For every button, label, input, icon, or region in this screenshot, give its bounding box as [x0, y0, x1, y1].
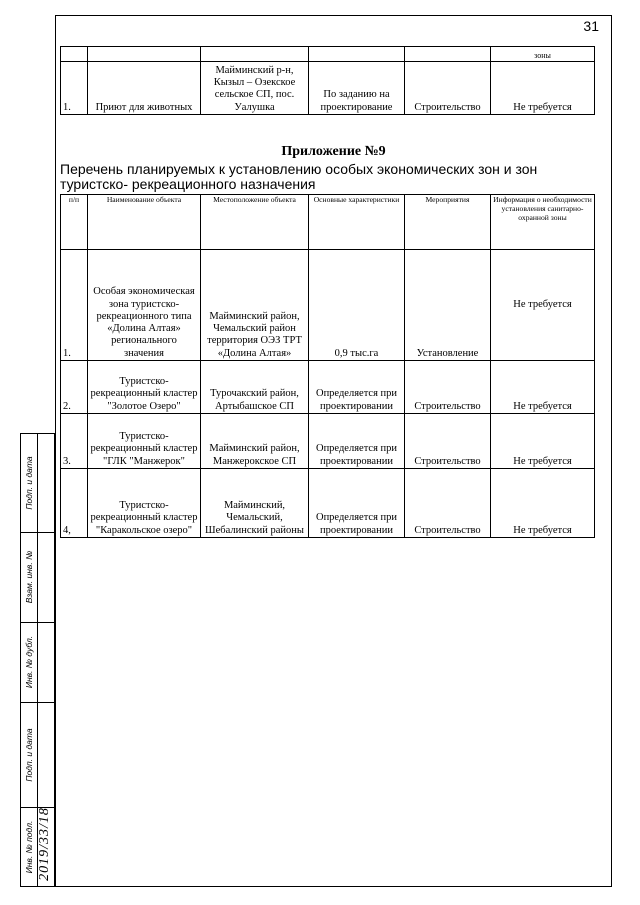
- object-location: Майминский, Чемальский, Шебалинский районы: [201, 469, 309, 538]
- row-num: 3.: [61, 414, 88, 469]
- object-activity: Строительство: [405, 361, 491, 414]
- object-characteristics: [309, 47, 405, 62]
- stamp-dup-inv-label: Инв. № дубл.: [24, 635, 34, 689]
- table-row: [61, 469, 595, 538]
- appendix-subtitle-line2: туристско- рекреационного назначения: [60, 176, 316, 192]
- object-name: Приют для животных: [88, 62, 201, 115]
- object-location: Майминский р-н, Кызыл – Озекское сельское СП, пос. Уалушка: [201, 62, 309, 115]
- table-header-row: [61, 195, 595, 250]
- appendix-subtitle: [60, 161, 538, 192]
- object-name: Туристско-рекреационный кластер "ГЛК "Манжерок": [88, 414, 201, 469]
- header-location: Местоположение объекта: [201, 195, 309, 250]
- object-name: Туристско-рекреационный кластер "Каракольское озеро": [88, 469, 201, 538]
- stamp-sign-date-label: Подп. и дата: [24, 728, 34, 782]
- object-info: зоны: [491, 47, 595, 62]
- object-info: Не требуется: [491, 361, 595, 414]
- table-row: [61, 62, 595, 115]
- object-activity: Строительство: [405, 469, 491, 538]
- object-activity: [405, 47, 491, 62]
- object-activity: Строительство: [405, 62, 491, 115]
- stamp-sign-date-label: Подп. и дата: [24, 456, 34, 510]
- object-name: Особая экономическая зона туристско-рекреационного типа «Долина Алтая» регионального значения: [88, 250, 201, 361]
- header-characteristics: Основные характеристики: [309, 195, 405, 250]
- header-activity: Мероприятия: [405, 195, 491, 250]
- object-location: [201, 47, 309, 62]
- stamp-orig-inv-label: Инв. № подл.: [24, 820, 34, 874]
- table-row: [61, 47, 595, 62]
- object-name: Туристско-рекреационный кластер "Золотое Озеро": [88, 361, 201, 414]
- stamp-orig-inv-value: 2019/33/18: [37, 807, 52, 881]
- top-table: [60, 46, 595, 115]
- object-activity: Установление: [405, 250, 491, 361]
- object-name: [88, 47, 201, 62]
- main-table: [60, 194, 595, 538]
- row-num: 2.: [61, 361, 88, 414]
- object-location: Турочакский район, Артыбашское СП: [201, 361, 309, 414]
- object-location: Майминский район, Манжерокское СП: [201, 414, 309, 469]
- object-info: Не требуется: [491, 469, 595, 538]
- object-info: Не требуется: [491, 250, 595, 361]
- header-name: Наименование объекта: [88, 195, 201, 250]
- side-stamp: [20, 433, 55, 887]
- table-row: [61, 361, 595, 414]
- appendix-subtitle-line1: Перечень планируемых к установлению особых экономических зон и зон: [60, 161, 538, 177]
- object-activity: Строительство: [405, 414, 491, 469]
- object-characteristics: По заданию на проектирование: [309, 62, 405, 115]
- header-info: Информация о необходимости установления санитарно-охранной зоны: [491, 195, 595, 250]
- object-characteristics: Определяется при проектировании: [309, 361, 405, 414]
- row-num: 4,: [61, 469, 88, 538]
- row-num: 1.: [61, 62, 88, 115]
- page-frame: [55, 15, 612, 887]
- object-characteristics: 0,9 тыс.га: [309, 250, 405, 361]
- row-num: 1.: [61, 250, 88, 361]
- stamp-replaced-inv-label: Взам. инв. №: [24, 550, 34, 604]
- table-row: [61, 414, 595, 469]
- object-location: Майминский район, Чемальский район территория ОЭЗ ТРТ «Долина Алтая»: [201, 250, 309, 361]
- object-info: Не требуется: [491, 414, 595, 469]
- page-number: 31: [583, 18, 599, 34]
- header-num: п/п: [61, 195, 88, 250]
- appendix-title: Приложение №9: [281, 144, 386, 159]
- object-info: Не требуется: [491, 62, 595, 115]
- object-characteristics: Определяется при проектировании: [309, 469, 405, 538]
- table-row: [61, 250, 595, 361]
- object-characteristics: Определяется при проектировании: [309, 414, 405, 469]
- row-num: [61, 47, 88, 62]
